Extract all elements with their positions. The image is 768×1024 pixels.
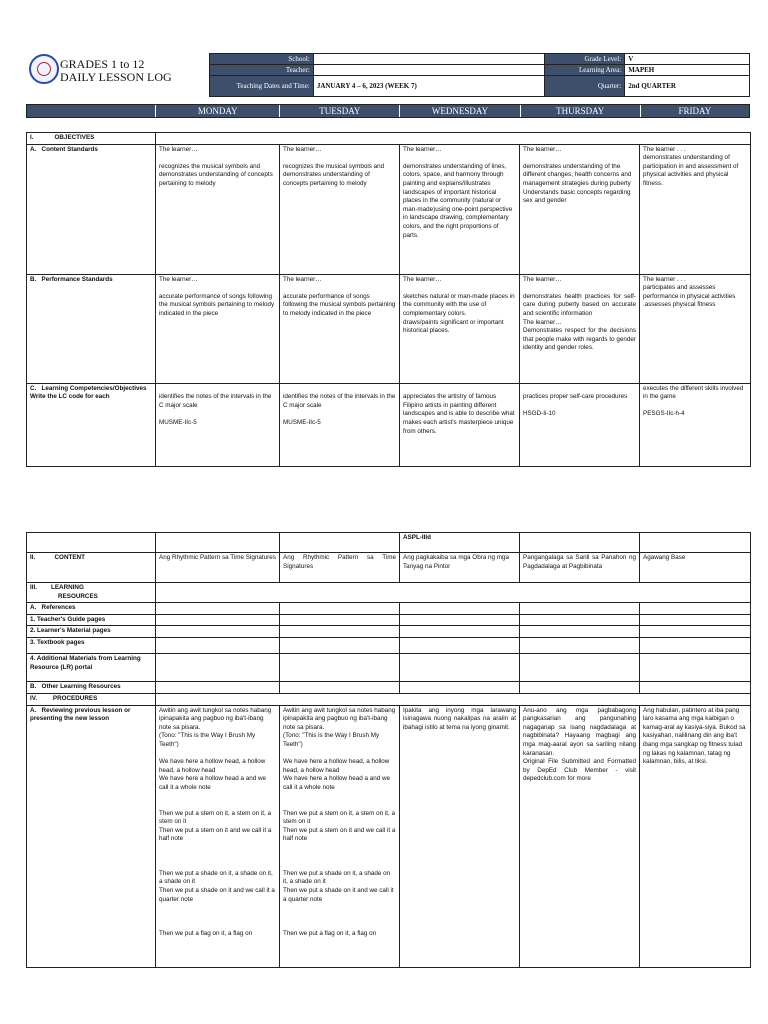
content-thursday[interactable]: Pangangalaga sa Sarili sa Panahon ng Pagdadalaga at Pagbibinata [520,553,640,583]
tg-thursday[interactable] [520,614,640,626]
performance-standard-wednesday[interactable]: The learner… sketches natural or man-made places in the community with the use of complementary colors. draws/paints significant or important historical places. [400,274,520,383]
review-thursday[interactable]: Anu-ano ang mga pagbabagong pangkasarian ang pangunahing nagaganap sa isang nagdadalaga at nagbibinata? Hayaang magbagi ang mga mag-aaral ayon sa sariling nilang karanasan. Original File Submitted and Formatted by DepEd Club Member - visit depedclub.com for more [520,705,640,967]
teaching-dates-value[interactable]: JANUARY 4 – 6, 2023 (WEEK 7) [313,76,545,97]
objectives-heading-fill [156,133,751,145]
content-standard-wednesday[interactable]: The learner… demonstrates understanding of lines, colors, space, and harmony through painting and explains/illustrates landscapes of important historical places in the community (natural or man-made)using one-point perspective in landscape drawing, complementary colors, and the right proportions of parts. [400,144,520,274]
performance-standard-monday[interactable]: The learner… accurate performance of songs following the musical symbols pertaining to melody indicated in the piece [156,274,280,383]
references-label: A. References [27,603,156,615]
references-thursday[interactable] [520,603,640,615]
review-tuesday[interactable]: Awitin ang awit tungkol sa notes habang ipinapakita ang pagbuo ng iba't-ibang note sa pisara. (Tono: "This is the Way I Brush My Teeth") We have here a hollow head, a hollow head, a hollow head We have here a hollow head a and we call it a whole note Then we put a stem on it, a stem on it, a stem on it Then we put a stem on it and we call it a half note Then we put a shade on it, a shade on it, a shade on it Then we put a shade on it and we call it a quarter note Then we put a flag on it, a flag on [280,705,400,967]
lm-friday[interactable] [640,626,751,638]
textbook-pages-label: 3. Textbook pages [27,637,156,653]
references-tuesday[interactable] [280,603,400,615]
lm-thursday[interactable] [520,626,640,638]
learning-area-value[interactable]: MAPEH [625,65,750,76]
content-monday[interactable]: Ang Rhythmic Pattern sa Time Signatures [156,553,280,583]
objectives-heading: I. OBJECTIVES [27,133,156,145]
other-tuesday[interactable] [280,681,400,693]
learning-resources-label: III. LEARNING RESOURCES [27,583,156,603]
content-tuesday[interactable]: Ang Rhythmic Pattern sa Time Signatures [280,553,400,583]
references-friday[interactable] [640,603,751,615]
learners-material-label: 2. Learner's Material pages [27,626,156,638]
tb-friday[interactable] [640,637,751,653]
content-standard-monday[interactable]: The learner… recognizes the musical symbols and demonstrates understanding of concepts pertaining to melody [156,144,280,274]
review-wednesday[interactable]: Ipakita ang inyong mga larawang isinagawa nuong nakalipas na aralin at ibahagi istilo at tema na iyong ginamit. [400,705,520,967]
lr-thursday[interactable] [520,653,640,681]
other-monday[interactable] [156,681,280,693]
competency-thursday[interactable]: practices proper self-care procedures HSGD-Ii-10 [520,383,640,466]
content-standard-thursday[interactable]: The learner… demonstrates understanding of the different changes, health concerns and management strategies during puberty Understands basic concepts regarding sex and gender [520,144,640,274]
learning-area-label: Learning Area: [545,65,625,76]
tb-tuesday[interactable] [280,637,400,653]
review-friday[interactable]: Ang habulan, patintero at iba pang laro kasama ang mga kaibigan o kamag-aral ay kasiya-siya. Bukod sa kasiyahan, nalilinang din ang iba't ibang mga sangkap ng fitness tulad ng lakas ng kalamnan, tatag ng kalamnan, bilis, at liksi. [640,705,751,967]
continuation-cell-friday [640,533,751,553]
competency-friday[interactable]: executes the different skills involved in the game PESGS-IIc-h-4 [640,383,751,466]
procedures-label: IV. PROCEDURES [27,693,156,705]
day-monday: MONDAY [156,105,280,117]
content-friday[interactable]: Agawang Base [640,553,751,583]
tg-monday[interactable] [156,614,280,626]
teacher-label: Teacher: [210,65,314,76]
title-line-2: DAILY LESSON LOG [60,70,172,84]
tb-wednesday[interactable] [400,637,520,653]
day-tuesday: TUESDAY [280,105,400,117]
references-monday[interactable] [156,603,280,615]
tg-friday[interactable] [640,614,751,626]
continuation-cell-thursday [520,533,640,553]
tb-thursday[interactable] [520,637,640,653]
reviewing-lesson-label: A. Reviewing previous lesson or presenting the new lesson [27,705,156,967]
content-standards-label: A. Content Standards [27,144,156,274]
school-value[interactable] [313,54,545,65]
continuation-spacer [27,533,156,553]
performance-standards-label: B. Performance Standards [27,274,156,383]
learning-resources-fill [156,583,751,603]
other-wednesday[interactable] [400,681,520,693]
teacher-value[interactable] [313,65,545,76]
quarter-value[interactable]: 2nd QUARTER [625,76,750,97]
competency-tuesday[interactable]: identifies the notes of the intervals in the C major scale MUSME-IIc-5 [280,383,400,466]
day-thursday: THURSDAY [521,105,641,117]
teachers-guide-label: 1. Teacher's Guide pages [27,614,156,626]
lm-monday[interactable] [156,626,280,638]
lm-wednesday[interactable] [400,626,520,638]
grade-level-value[interactable]: V [625,54,750,65]
title-line-1: GRADES 1 to 12 [60,57,145,71]
content-standard-friday[interactable]: The learner . . . demonstrates understanding of participation in and assessment of physical activities and physical fitness. [640,144,751,274]
grade-level-label: Grade Level: [545,54,625,65]
school-label: School: [210,54,314,65]
competency-monday[interactable]: identifies the notes of the intervals in the C major scale MUSME-IIc-5 [156,383,280,466]
day-friday: FRIDAY [678,106,712,116]
procedures-fill [156,693,751,705]
other-friday[interactable] [640,681,751,693]
performance-standard-tuesday[interactable]: The learner… accurate performance of songs following the musical symbols pertaining to melody indicated in the piece [280,274,400,383]
competencies-label: C. Learning Competencies/Objectives Write the LC code for each [27,383,156,466]
lr-tuesday[interactable] [280,653,400,681]
lr-friday[interactable] [640,653,751,681]
competency-wednesday[interactable]: appreciates the artistry of famous Filipino artists in painting different landscapes and is able to describe what makes each artist's masterpiece unique from others. [400,383,520,466]
content-procedures-table [26,532,751,968]
additional-materials-label: 4. Additional Materials from Learning Resource (LR) portal [27,653,156,681]
continuation-cell-tuesday [280,533,400,553]
objectives-table [26,132,751,467]
tg-wednesday[interactable] [400,614,520,626]
performance-standard-friday[interactable]: The learner . . . participates and assesses performance in physical activities .assesses physical fitness [640,274,751,383]
day-wednesday: WEDNESDAY [400,105,520,117]
weekday-header [26,104,750,118]
weekday-spacer [27,105,156,117]
content-standard-tuesday[interactable]: The learner… recognizes the musical symbols and demonstrates understanding of concepts pertaining to melody [280,144,400,274]
other-resources-label: B. Other Learning Resources [27,681,156,693]
continuation-cell-monday [156,533,280,553]
references-wednesday[interactable] [400,603,520,615]
review-monday[interactable]: Awitin ang awit tungkol sa notes habang ipinapakita ang pagbuo ng iba't-ibang note sa pisara. (Tono: "This is the Way I Brush My Teeth") We have here a hollow head, a hollow head, a hollow head We have here a hollow head a and we call it a whole note Then we put a stem on it, a stem on it, a stem on it Then we put a stem on it and we call it a half note Then we put a shade on it, a shade on it, a shade on it Then we put a shade on it and we call it a quarter note Then we put a flag on it, a flag on [156,705,280,967]
lr-monday[interactable] [156,653,280,681]
document-title [60,58,172,84]
content-wednesday[interactable]: Ang pagkakaiba sa mga Obra ng mga Tanyag na Pintor [400,553,520,583]
tg-tuesday[interactable] [280,614,400,626]
lr-wednesday[interactable] [400,653,520,681]
header-info-table [209,53,750,97]
teaching-dates-label: Teaching Dates and Time: [210,76,314,97]
performance-standard-thursday[interactable]: The learner… demonstrates health practices for self-care during puberty based on accurate and scientific information The learner… Demonstrates respect for the decisions that people make with regards to gender identity and gender roles. [520,274,640,383]
quarter-label: Quarter: [545,76,625,97]
lm-tuesday[interactable] [280,626,400,638]
content-label: II. CONTENT [27,553,156,583]
continuation-code: ASPL-IIId [400,533,520,553]
tb-monday[interactable] [156,637,280,653]
deped-seal-icon [29,54,59,84]
other-thursday[interactable] [520,681,640,693]
